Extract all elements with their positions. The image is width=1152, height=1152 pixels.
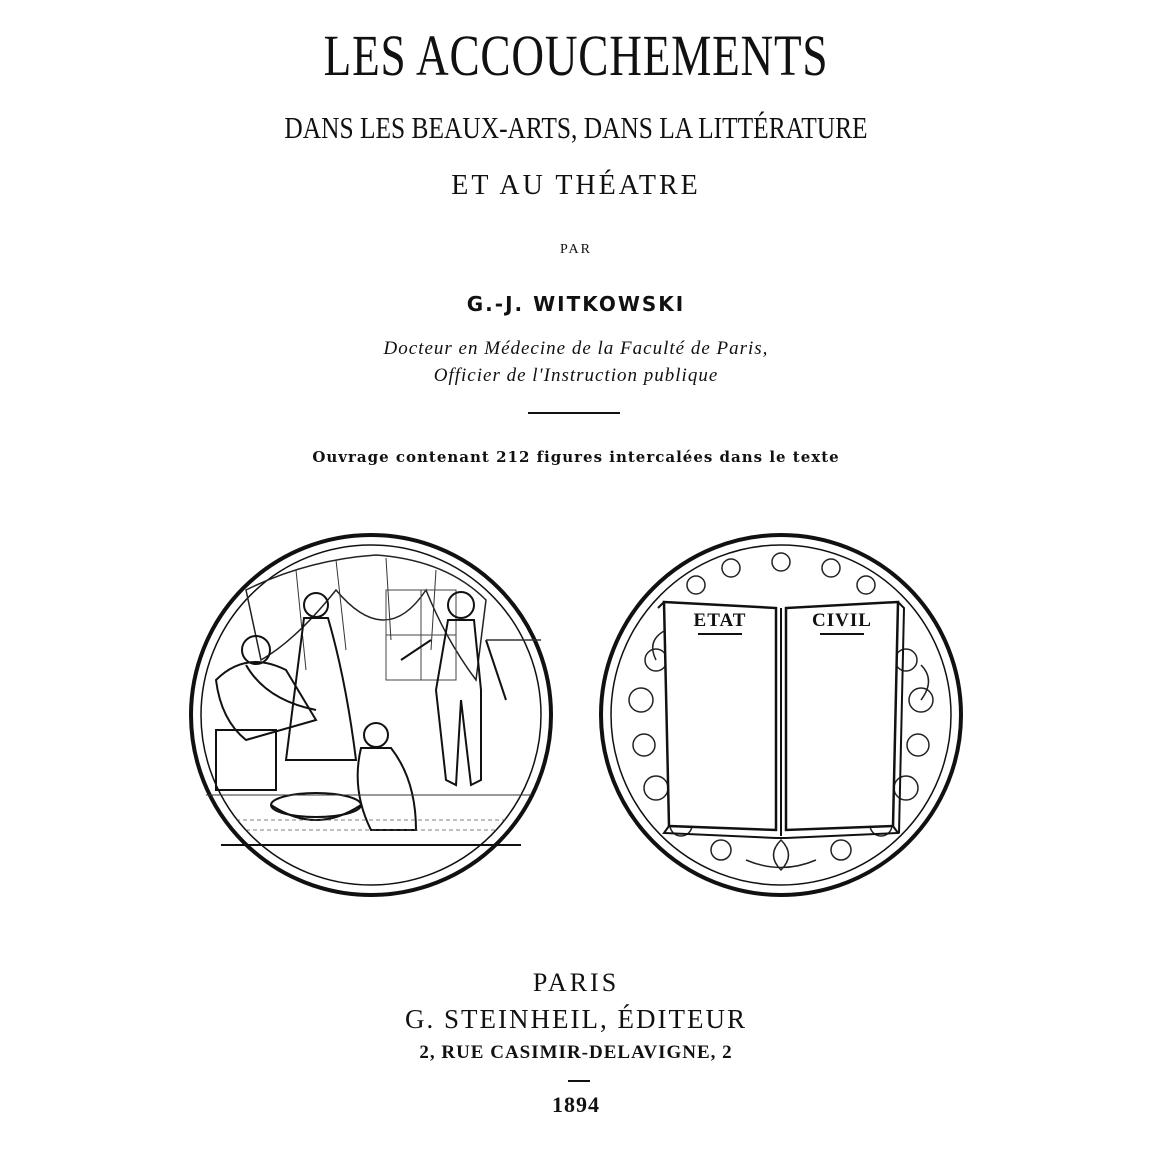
subtitle-line-2: ET AU THÉATRE (451, 170, 701, 201)
medals-illustration (186, 530, 966, 900)
author-credential-2: Officier de l'Instruction publique (433, 365, 719, 386)
book-word-left: ETAT (693, 610, 747, 631)
imprint-publisher: G. STEINHEIL, ÉDITEUR (405, 1004, 747, 1034)
medal-right-etat-civil (601, 535, 961, 895)
book-word-right: CIVIL (812, 610, 872, 631)
figures-note: Ouvrage contenant 212 figures intercalées dans le texte (312, 448, 840, 466)
imprint-address: 2, RUE CASIMIR-DELAVIGNE, 2 (419, 1042, 733, 1063)
subtitle-line-1: DANS LES BEAUX-ARTS, DANS LA LITTÉRATURE (284, 110, 868, 145)
author-credential-1: Docteur en Médecine de la Faculté de Paris, (383, 338, 769, 359)
author-name: G.-J. WITKOWSKI (466, 292, 686, 316)
divider-rule (528, 412, 620, 414)
imprint-rule (568, 1080, 590, 1082)
medal-left-birth-scene (191, 535, 551, 895)
by-label: PAR (560, 242, 592, 257)
imprint-city: PARIS (532, 968, 620, 997)
book-title: LES ACCOUCHEMENTS (323, 23, 829, 88)
imprint-year: 1894 (552, 1092, 600, 1117)
